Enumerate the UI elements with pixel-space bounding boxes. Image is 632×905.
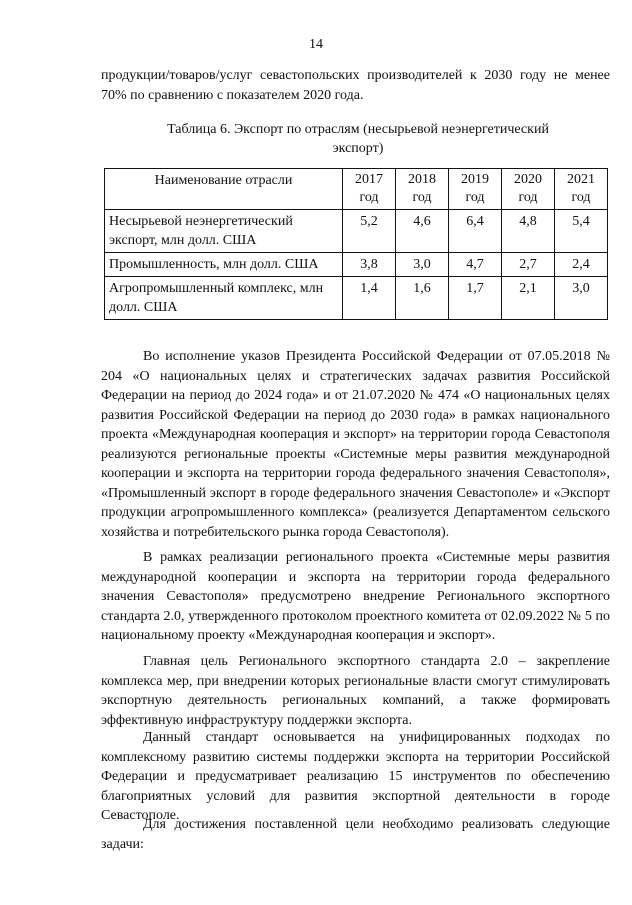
table-cell: 1,4 <box>343 277 396 320</box>
year-label: 2017 <box>355 172 383 187</box>
body-paragraph: Для достижения поставленной цели необходимо реализовать следующие задачи: <box>101 817 610 852</box>
year-label: 2020 <box>514 172 542 187</box>
column-header-name: Наименование отрасли <box>105 169 343 210</box>
column-header-year <box>449 169 502 210</box>
row-label: Несырьевой неэнергетический экспорт, млн долл. США <box>105 210 343 253</box>
table-cell: 5,4 <box>555 210 608 253</box>
table-header-row <box>105 169 608 210</box>
table-cell: 2,7 <box>502 253 555 277</box>
table-cell: 5,2 <box>343 210 396 253</box>
year-unit: год <box>359 190 379 205</box>
table-row <box>105 253 608 277</box>
year-unit: год <box>518 190 538 205</box>
table-cell: 4,6 <box>396 210 449 253</box>
intro-paragraph: продукции/товаров/услуг севастопольских производителей к 2030 году не менее 70% по сравнению с показателем 2020 года. <box>101 68 610 103</box>
table-caption: Таблица 6. Экспорт по отраслям (несырьевой неэнергетический экспорт) <box>167 122 549 156</box>
year-unit: год <box>465 190 485 205</box>
table-cell: 4,7 <box>449 253 502 277</box>
table-cell: 1,6 <box>396 277 449 320</box>
page-number: 14 <box>309 37 323 52</box>
column-header-year <box>555 169 608 210</box>
table-cell: 1,7 <box>449 277 502 320</box>
table-cell: 3,0 <box>396 253 449 277</box>
column-header-year <box>396 169 449 210</box>
year-label: 2018 <box>408 172 436 187</box>
export-table <box>104 168 608 320</box>
body-paragraph: Во исполнение указов Президента Российской Федерации от 07.05.2018 № 204 «О национальных целях и стратегических задачах развития Российской Федерации на период до 2024 года» и от 21.07.2020 № 474 «О национальных целях развития Российской Федерации на период до 2030 года» в рамках национального проекта «Международная кооперация и экспорт» на территории города Севастополя реализуются региональные проекты «Системные меры развития международной кооперации и экспорта на территории города федерального значения Севастополя», «Промышленный экспорт в городе федерального значения Севастополе» и «Экспорт продукции агропромышленного комплекса» (реализуется Департаментом сельского хозяйства и потребительского рынка города Севастополя). <box>101 349 610 540</box>
table-row <box>105 277 608 320</box>
row-label: Агропромышленный комплекс, млн долл. США <box>105 277 343 320</box>
column-header-year <box>343 169 396 210</box>
body-paragraph: В рамках реализации регионального проекта «Системные меры развития международной кооперации и экспорта на территории города федерального значения Севастополя» предусмотрено внедрение Регионального экспортного стандарта 2.0, утвержденного протоколом проектного комитета от 02.09.2022 № 5 по национальному проекту «Международная кооперация и экспорт». <box>101 550 610 643</box>
body-paragraph: Главная цель Регионального экспортного стандарта 2.0 – закрепление комплекса мер, при внедрении которых региональные власти смогут стимулировать экспортную деятельность региональных компаний, а также формировать эффективную инфраструктуру поддержки экспорта. <box>101 654 610 728</box>
year-label: 2021 <box>567 172 595 187</box>
table-row <box>105 210 608 253</box>
table-cell: 3,8 <box>343 253 396 277</box>
table-cell: 4,8 <box>502 210 555 253</box>
year-unit: год <box>412 190 432 205</box>
row-label: Промышленность, млн долл. США <box>105 253 343 277</box>
table-cell: 2,1 <box>502 277 555 320</box>
body-paragraph: Данный стандарт основывается на унифицированных подходах по комплексному развитию системы поддержки экспорта на территории Российской Федерации и предусматривает реализацию 15 инструментов по обеспечению благоприятных условий для развития экспортной деятельности в городе Севастополе. <box>101 730 610 823</box>
column-header-year <box>502 169 555 210</box>
year-unit: год <box>571 190 591 205</box>
year-label: 2019 <box>461 172 489 187</box>
table-cell: 6,4 <box>449 210 502 253</box>
table-cell: 3,0 <box>555 277 608 320</box>
table-cell: 2,4 <box>555 253 608 277</box>
